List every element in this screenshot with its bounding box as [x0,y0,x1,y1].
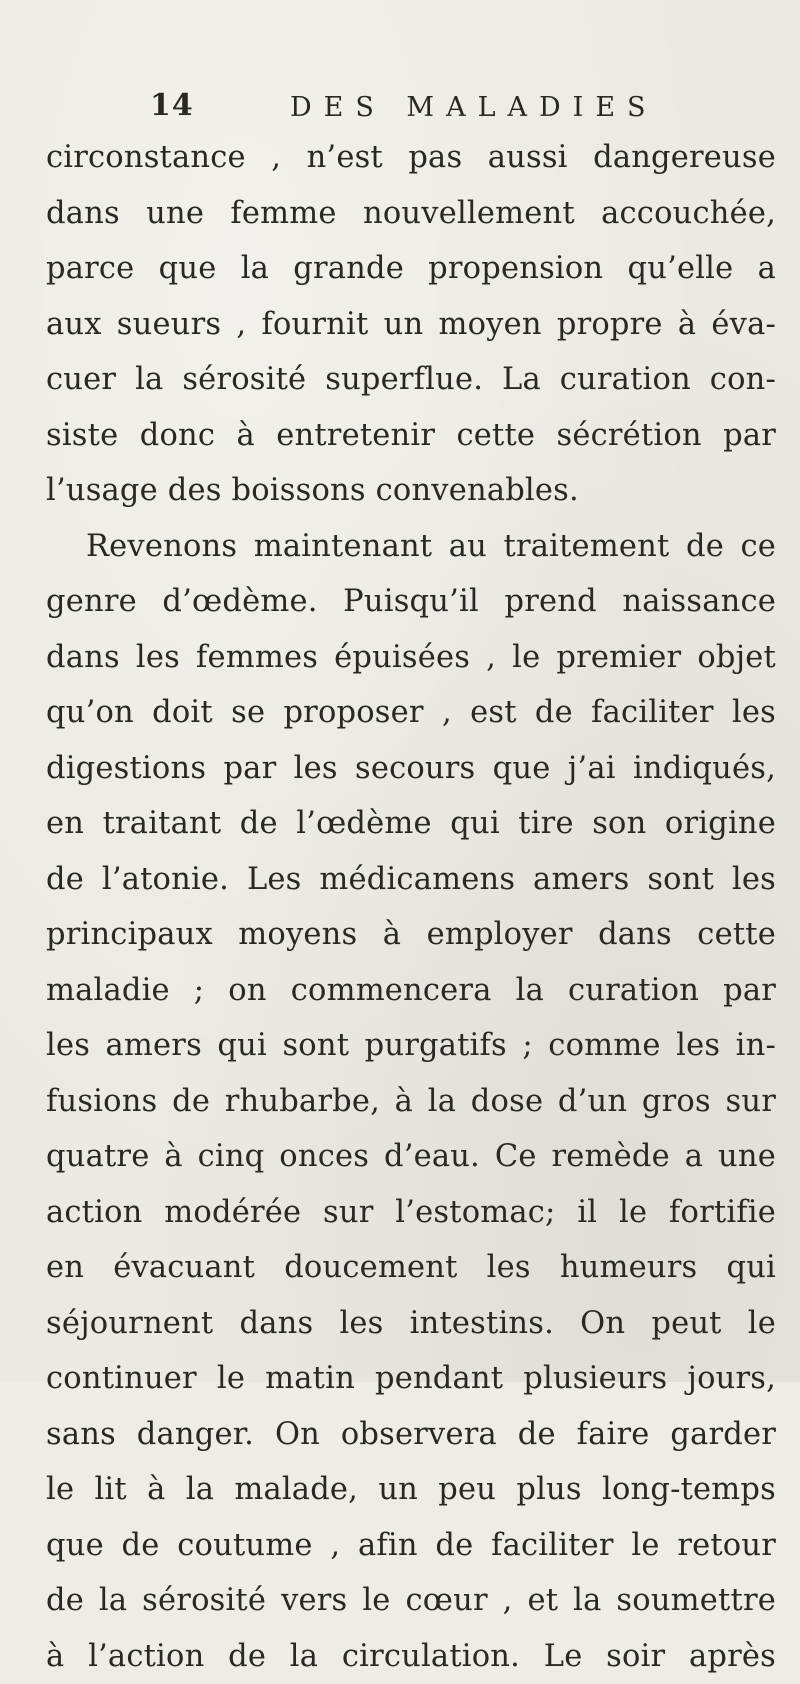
text-line: principaux moyens à employer dans cette [46,907,776,963]
text-line: à l’action de la circulation. Le soir après [46,1629,776,1684]
text-line: séjournent dans les intestins. On peut le [46,1296,776,1352]
text-line: en évacuant doucement les humeurs qui [46,1240,776,1296]
text-line: que de coutume , afin de faciliter le retour [46,1518,776,1574]
text-line: digestions par les secours que j’ai indiqués, [46,741,776,797]
text-line: genre d’œdème. Puisqu’il prend naissance [46,574,776,630]
text-line: sans danger. On observera de faire garder [46,1407,776,1463]
text-line: fusions de rhubarbe, à la dose d’un gros sur [46,1074,776,1130]
text-line: quatre à cinq onces d’eau. Ce remède a une [46,1129,776,1185]
text-line: circonstance , n’est pas aussi dangereuse [46,130,776,186]
text-line: de l’atonie. Les médicamens amers sont les [46,852,776,908]
running-head: DES MALADIES [290,92,658,123]
text-line: en traitant de l’œdème qui tire son origine [46,796,776,852]
text-line: action modérée sur l’estomac; il le fortifie [46,1185,776,1241]
text-line: cuer la sérosité superflue. La curation con- [46,352,776,408]
text-line: aux sueurs , fournit un moyen propre à éva- [46,297,776,353]
text-line: parce que la grande propension qu’elle a [46,241,776,297]
body-text [46,130,776,1684]
text-line: continuer le matin pendant plusieurs jours, [46,1351,776,1407]
paragraph-start-line: Revenons maintenant au traitement de ce [46,519,776,575]
text-line: maladie ; on commencera la curation par [46,963,776,1019]
page-number: 14 [150,88,194,123]
text-line: qu’on doit se proposer , est de faciliter les [46,685,776,741]
text-line: le lit à la malade, un peu plus long-temps [46,1462,776,1518]
text-line: dans les femmes épuisées , le premier objet [46,630,776,686]
page-header [150,88,710,128]
text-line: siste donc à entretenir cette sécrétion par [46,408,776,464]
text-line: les amers qui sont purgatifs ; comme les in- [46,1018,776,1074]
text-line: de la sérosité vers le cœur , et la soumettre [46,1573,776,1629]
text-line: l’usage des boissons convenables. [46,463,776,519]
text-line: dans une femme nouvellement accouchée, [46,186,776,242]
